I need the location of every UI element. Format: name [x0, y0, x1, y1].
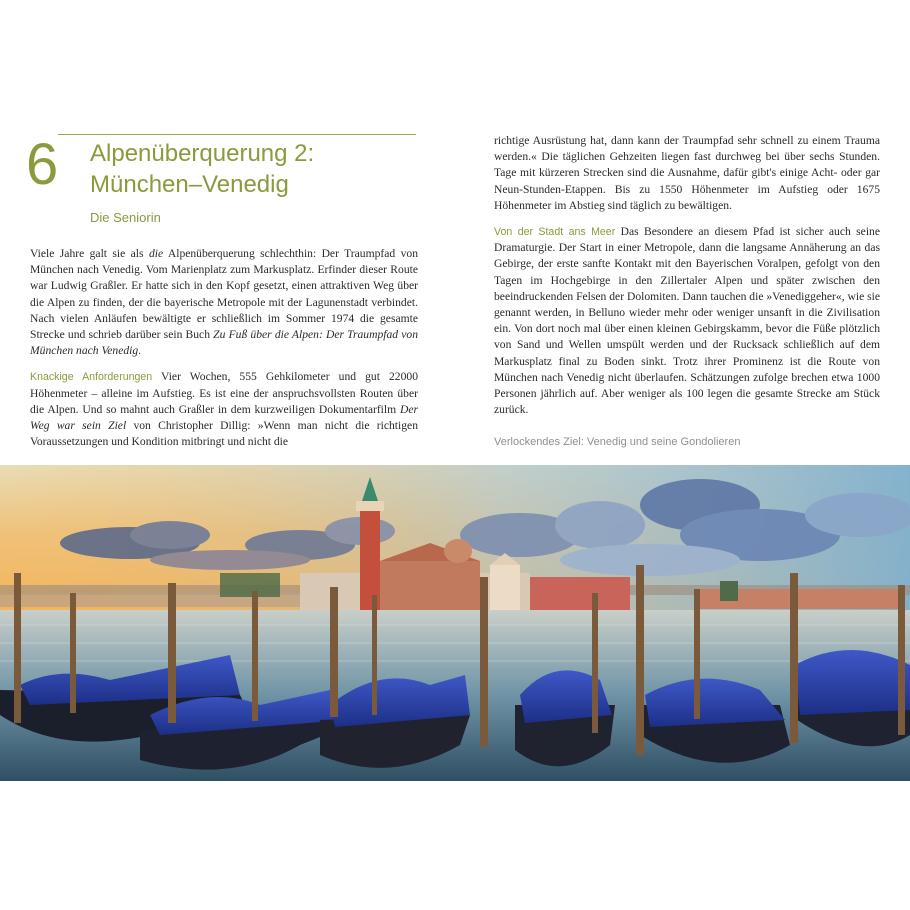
text-run: Das Besondere an diesem Pfad ist sicher auch seine Dramaturgie. Der Start in einer Metropole, dann die langsame Annäherung an das Gebirge, der erste sanfte Kontakt mit den Bayerischen Voralpen, gefolgt von den Tagen im Hochgebirge in den Zillertaler Alpen und später zwischen den beeindruckenden Felsen der Dolomiten. Dann tauchen die »Venediggeher«, wie sie genannt werden, in Belluno wieder mehr oder weniger unsanft in die Zivilisation ein. Von dort noch mal über einen kleinen Gebirgskamm, bevor die Füße plötzlich von Sand und Wellen umspült werden und der Rucksack schließlich auf dem Markusplatz final zu Boden sinkt. Trotz ihrer Prominenz ist die Route von München nach Venedig nicht überlaufen. Schätzungen zufolge brechen etwa 1000 Personen jährlich auf. Aber weniger als 100 legen die gesamte Strecke am Stück zurück.	[494, 225, 881, 417]
section-label: Knackige Anforderungen	[30, 371, 153, 384]
photo-caption: Verlockendes Ziel: Venedig und seine Gondolieren	[494, 436, 741, 448]
chapter-title	[90, 138, 420, 200]
emphasis: die	[148, 247, 164, 260]
heading-rule	[58, 134, 416, 135]
paragraph	[30, 369, 418, 450]
section-label: Von der Stadt ans Meer	[494, 226, 616, 239]
chapter-number: 6	[26, 132, 59, 197]
chapter-subtitle: Die Seniorin	[90, 210, 161, 225]
chapter-title-line-1: Alpenüberquerung 2:	[90, 140, 315, 167]
paragraph: richtige Ausrüstung hat, dann kann der Traumpfad sehr schnell zu einem Trauma werden.« Die täglichen Gehzeiten liegen fast durchweg bei über sechs Stunden. Tage mit kürzeren Strecken sind die Ausnahme, dafür gibt's einige Acht- oder gar Neun-Stunden-Etappen. Bis zu 1550 Höhenmeter im Aufstieg oder 1675 Höhenmeter im Abstieg sind täglich zu bewältigen.	[494, 134, 880, 212]
text-run: Alpenüberquerung schlechthin: Der Traumpfad von München nach Venedig. Vom Marienplatz zum Markusplatz. Erfinder dieser Route war Ludwig Graßler. Er hatte sich in den Kopf gesetzt, einen attraktiven Weg über die Alpen zu finden, der die bayerische Metropole mit der Lagunenstadt verbindet. Nach vielen Anläufen bewältigte er schließlich im Sommer 1974 die gesamte Strecke und schrieb darüber sein Buch	[30, 247, 418, 342]
right-text-column	[494, 133, 880, 418]
left-text-column	[30, 246, 418, 450]
paragraph	[494, 224, 880, 418]
chapter-title-line-2: München–Venedig	[90, 171, 289, 198]
text-run: Vier Wochen, 555 Gehkilometer und gut 22000 Höhenmeter – alleine im Aufstieg. Es ist eine der anspruchsvollsten Routen über die Alpen. Und so mahnt auch Graßler in dem kurzweiligen Dokumentarfilm	[30, 370, 418, 416]
film-title: Der Weg war sein Ziel	[30, 402, 418, 433]
book-title: Zu Fuß über die Alpen: Der Traumpfad von München nach Venedig	[30, 328, 418, 358]
text-run: Viele Jahre galt sie als	[30, 247, 149, 260]
text-run: von Christopher Dillig: »Wenn man nicht die richtigen Voraussetzungen und Kondition mitbringt und nicht die	[30, 419, 418, 449]
text-run: .	[138, 344, 142, 358]
venice-gondolas-photo	[0, 465, 910, 781]
paragraph	[30, 246, 418, 359]
